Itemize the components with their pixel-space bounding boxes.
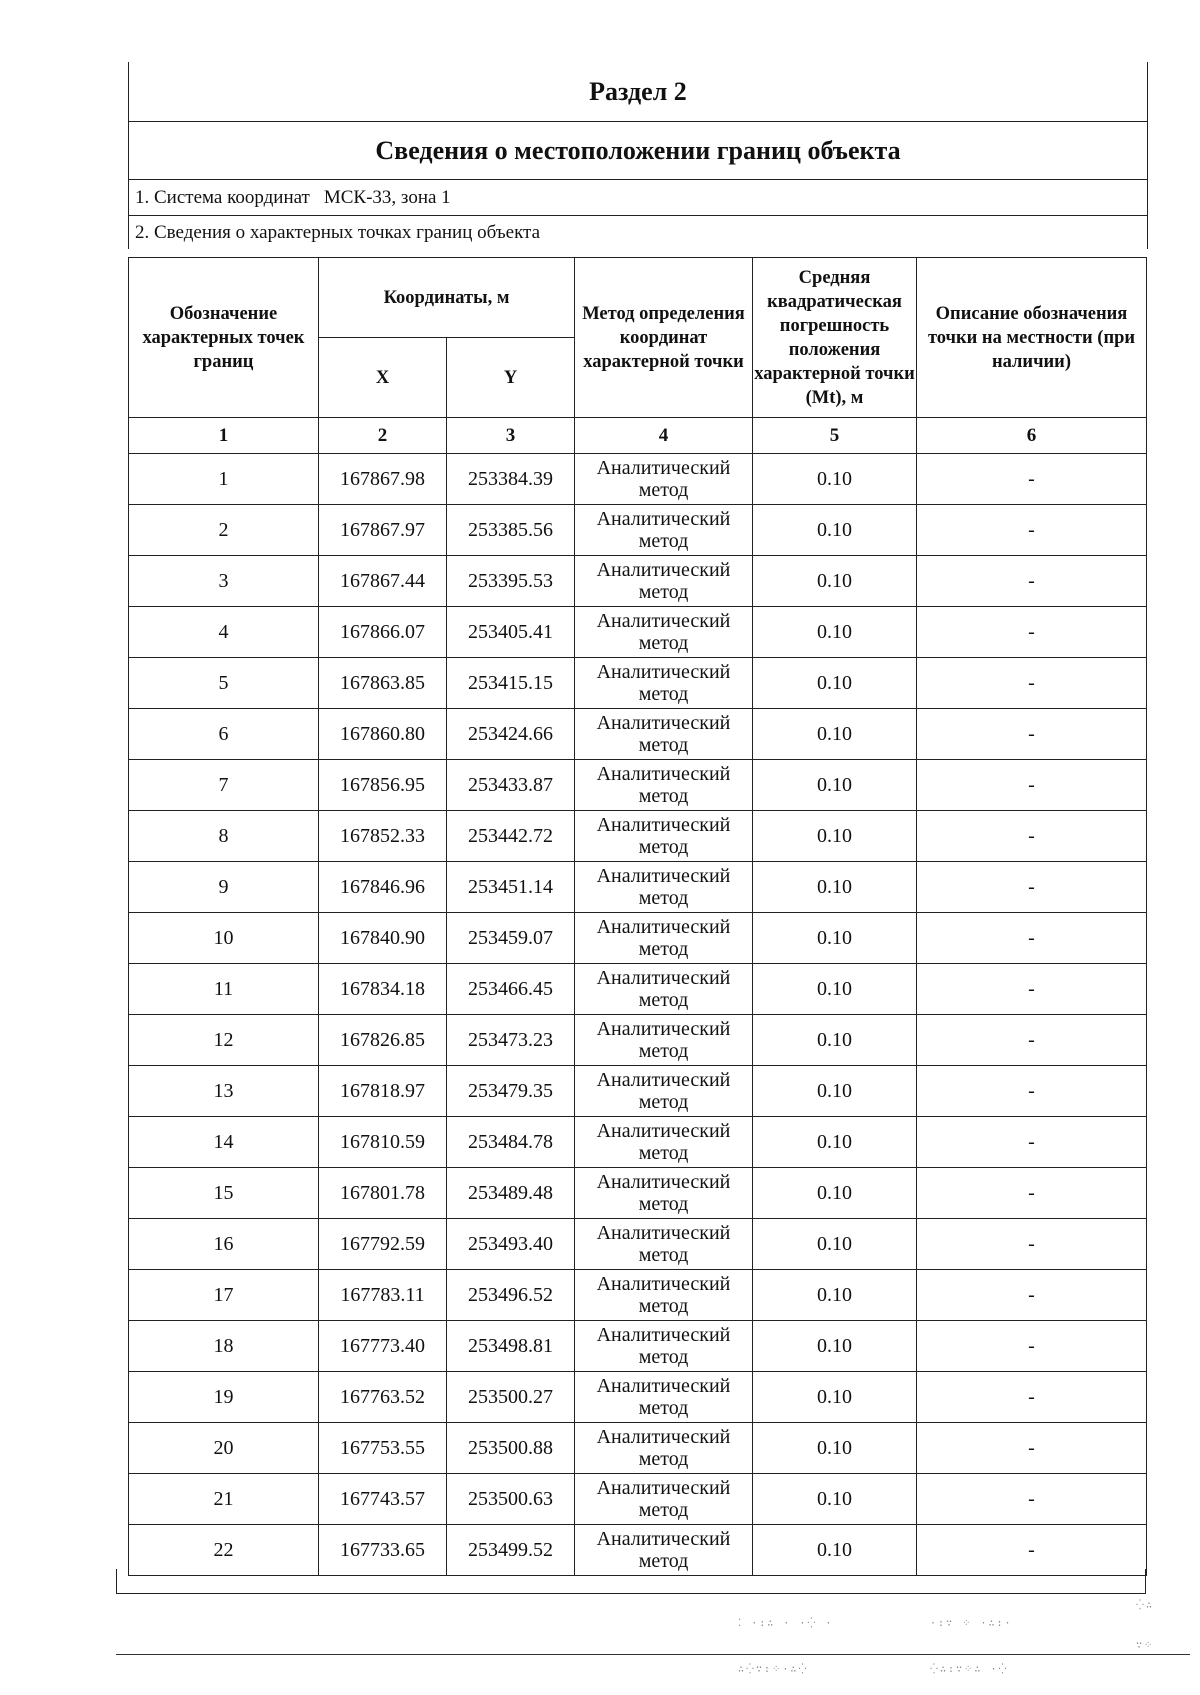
point-number-cell: 2 [129, 505, 319, 556]
coordinate-system-line [129, 180, 1147, 216]
coordinate-y-cell: 253466.45 [447, 964, 575, 1015]
scan-noise: ∵⁘ [1136, 1640, 1155, 1651]
coordinate-y-cell: 253433.87 [447, 760, 575, 811]
coordinate-y-cell: 253385.56 [447, 505, 575, 556]
point-number-cell: 19 [129, 1372, 319, 1423]
method-cell: Аналитический метод [575, 1168, 753, 1219]
point-number-cell: 4 [129, 607, 319, 658]
coordinate-x-cell: 167826.85 [319, 1015, 447, 1066]
coordinate-x-cell: 167867.97 [319, 505, 447, 556]
error-mt-cell: 0.10 [753, 607, 917, 658]
coordinate-x-cell: 167733.65 [319, 1525, 447, 1576]
point-number-cell: 15 [129, 1168, 319, 1219]
points-heading: 2. Сведения о характерных точках границ объекта [135, 221, 541, 243]
table-row [129, 760, 1147, 811]
table-row [129, 658, 1147, 709]
error-mt-cell: 0.10 [753, 454, 917, 505]
table-row [129, 1015, 1147, 1066]
error-mt-cell: 0.10 [753, 1270, 917, 1321]
section-subtitle: Сведения о местоположении границ объекта [129, 122, 1147, 180]
scan-noise: ⁛∴:∵⁘∴ ·⁛ [930, 1664, 1009, 1675]
description-cell: - [917, 709, 1147, 760]
table-row [129, 1270, 1147, 1321]
coordinate-y-cell: 253499.52 [447, 1525, 575, 1576]
error-mt-cell: 0.10 [753, 964, 917, 1015]
scan-noise: ⁛∴ [1136, 1600, 1154, 1611]
table-row [129, 607, 1147, 658]
description-cell: - [917, 1168, 1147, 1219]
description-cell: - [917, 811, 1147, 862]
point-number-cell: 7 [129, 760, 319, 811]
method-cell: Аналитический метод [575, 760, 753, 811]
method-cell: Аналитический метод [575, 505, 753, 556]
error-mt-cell: 0.10 [753, 1525, 917, 1576]
error-mt-cell: 0.10 [753, 811, 917, 862]
description-cell: - [917, 1372, 1147, 1423]
point-number-cell: 5 [129, 658, 319, 709]
table-row [129, 811, 1147, 862]
coordinate-x-cell: 167856.95 [319, 760, 447, 811]
column-number: 5 [753, 418, 917, 454]
table-row [129, 505, 1147, 556]
error-mt-cell: 0.10 [753, 1321, 917, 1372]
method-cell: Аналитический метод [575, 1321, 753, 1372]
point-number-cell: 6 [129, 709, 319, 760]
method-cell: Аналитический метод [575, 1015, 753, 1066]
method-cell: Аналитический метод [575, 709, 753, 760]
coordinate-y-cell: 253384.39 [447, 454, 575, 505]
coordinate-x-cell: 167866.07 [319, 607, 447, 658]
table-row [129, 1219, 1147, 1270]
error-mt-cell: 0.10 [753, 1168, 917, 1219]
coordinate-x-cell: 167863.85 [319, 658, 447, 709]
description-cell: - [917, 1423, 1147, 1474]
point-number-cell: 22 [129, 1525, 319, 1576]
coordinate-x-cell: 167834.18 [319, 964, 447, 1015]
method-cell: Аналитический метод [575, 1525, 753, 1576]
description-cell: - [917, 1066, 1147, 1117]
column-number: 6 [917, 418, 1147, 454]
header-description: Описание обозначения точки на местности (при наличии) [917, 258, 1147, 418]
point-number-cell: 17 [129, 1270, 319, 1321]
coordinate-y-cell: 253405.41 [447, 607, 575, 658]
description-cell: - [917, 1525, 1147, 1576]
point-number-cell: 18 [129, 1321, 319, 1372]
description-cell: - [917, 1219, 1147, 1270]
method-cell: Аналитический метод [575, 1423, 753, 1474]
method-cell: Аналитический метод [575, 1117, 753, 1168]
table-row [129, 913, 1147, 964]
coordinate-y-cell: 253498.81 [447, 1321, 575, 1372]
description-cell: - [917, 862, 1147, 913]
coordinate-y-cell: 253424.66 [447, 709, 575, 760]
coordinate-x-cell: 167810.59 [319, 1117, 447, 1168]
coordinate-y-cell: 253459.07 [447, 913, 575, 964]
point-number-cell: 13 [129, 1066, 319, 1117]
description-cell: - [917, 1270, 1147, 1321]
method-cell: Аналитический метод [575, 811, 753, 862]
table-row [129, 1066, 1147, 1117]
column-number-row [129, 418, 1147, 454]
boundary-points-table [128, 257, 1147, 1576]
table-row [129, 964, 1147, 1015]
error-mt-cell: 0.10 [753, 862, 917, 913]
point-number-cell: 3 [129, 556, 319, 607]
table-row [129, 862, 1147, 913]
coordinate-x-cell: 167867.98 [319, 454, 447, 505]
scan-noise: ∴⁛∵:⁘·∴⁛ [738, 1664, 809, 1675]
coordinate-y-cell: 253479.35 [447, 1066, 575, 1117]
table-row [129, 1525, 1147, 1576]
column-number: 3 [447, 418, 575, 454]
coordinate-y-cell: 253496.52 [447, 1270, 575, 1321]
header-error: Средняя квадратическая погрешность положения характерной точки (Mt), м [753, 258, 917, 418]
coordinate-y-cell: 253500.88 [447, 1423, 575, 1474]
error-mt-cell: 0.10 [753, 1015, 917, 1066]
error-mt-cell: 0.10 [753, 709, 917, 760]
table-footer-gap [116, 1569, 1146, 1594]
header-x: X [319, 338, 447, 418]
error-mt-cell: 0.10 [753, 1219, 917, 1270]
coordinate-x-cell: 167860.80 [319, 709, 447, 760]
coordinate-x-cell: 167743.57 [319, 1474, 447, 1525]
coordinate-y-cell: 253493.40 [447, 1219, 575, 1270]
coordinate-y-cell: 253415.15 [447, 658, 575, 709]
coordinate-y-cell: 253489.48 [447, 1168, 575, 1219]
scan-noise: ⁚ ·:∴ · ·⁛ · [738, 1618, 834, 1629]
method-cell: Аналитический метод [575, 454, 753, 505]
table-row [129, 454, 1147, 505]
coordinate-x-cell: 167801.78 [319, 1168, 447, 1219]
coordinate-y-cell: 253484.78 [447, 1117, 575, 1168]
error-mt-cell: 0.10 [753, 760, 917, 811]
description-cell: - [917, 505, 1147, 556]
point-number-cell: 1 [129, 454, 319, 505]
error-mt-cell: 0.10 [753, 505, 917, 556]
method-cell: Аналитический метод [575, 1474, 753, 1525]
coordinate-x-cell: 167840.90 [319, 913, 447, 964]
header-coordinates: Координаты, м [319, 258, 575, 338]
point-number-cell: 8 [129, 811, 319, 862]
method-cell: Аналитический метод [575, 556, 753, 607]
coordinate-system-label: 1. Система координат [135, 186, 310, 208]
point-number-cell: 14 [129, 1117, 319, 1168]
coordinate-x-cell: 167818.97 [319, 1066, 447, 1117]
method-cell: Аналитический метод [575, 1219, 753, 1270]
description-cell: - [917, 607, 1147, 658]
header-designation: Обозначение характерных точек границ [129, 258, 319, 418]
error-mt-cell: 0.10 [753, 913, 917, 964]
coordinate-y-cell: 253473.23 [447, 1015, 575, 1066]
coordinate-x-cell: 167846.96 [319, 862, 447, 913]
method-cell: Аналитический метод [575, 1066, 753, 1117]
description-cell: - [917, 913, 1147, 964]
point-number-cell: 12 [129, 1015, 319, 1066]
table-row [129, 709, 1147, 760]
method-cell: Аналитический метод [575, 913, 753, 964]
point-number-cell: 10 [129, 913, 319, 964]
column-number: 2 [319, 418, 447, 454]
method-cell: Аналитический метод [575, 658, 753, 709]
error-mt-cell: 0.10 [753, 1117, 917, 1168]
section-frame [128, 62, 1148, 249]
description-cell: - [917, 760, 1147, 811]
point-number-cell: 9 [129, 862, 319, 913]
coordinate-x-cell: 167867.44 [319, 556, 447, 607]
error-mt-cell: 0.10 [753, 1372, 917, 1423]
coordinate-x-cell: 167773.40 [319, 1321, 447, 1372]
column-number: 4 [575, 418, 753, 454]
table-row [129, 1168, 1147, 1219]
table-row [129, 1423, 1147, 1474]
description-cell: - [917, 1474, 1147, 1525]
coordinate-x-cell: 167792.59 [319, 1219, 447, 1270]
description-cell: - [917, 964, 1147, 1015]
description-cell: - [917, 1117, 1147, 1168]
description-cell: - [917, 1321, 1147, 1372]
method-cell: Аналитический метод [575, 607, 753, 658]
bottom-rule [116, 1654, 1190, 1655]
description-cell: - [917, 454, 1147, 505]
error-mt-cell: 0.10 [753, 658, 917, 709]
header-y: Y [447, 338, 575, 418]
coordinate-system-value: МСК-33, зона 1 [323, 186, 451, 208]
table-row [129, 556, 1147, 607]
coordinate-x-cell: 167753.55 [319, 1423, 447, 1474]
description-cell: - [917, 1015, 1147, 1066]
header-method: Метод определения координат характерной точки [575, 258, 753, 418]
method-cell: Аналитический метод [575, 964, 753, 1015]
table-body [129, 454, 1147, 1576]
table-row [129, 1474, 1147, 1525]
scan-noise: ·:∵ ⁘ ·∴:· [930, 1618, 1013, 1629]
point-number-cell: 11 [129, 964, 319, 1015]
table-row [129, 1117, 1147, 1168]
error-mt-cell: 0.10 [753, 1423, 917, 1474]
point-number-cell: 20 [129, 1423, 319, 1474]
description-cell: - [917, 658, 1147, 709]
column-number: 1 [129, 418, 319, 454]
error-mt-cell: 0.10 [753, 1066, 917, 1117]
coordinate-x-cell: 167763.52 [319, 1372, 447, 1423]
method-cell: Аналитический метод [575, 1372, 753, 1423]
method-cell: Аналитический метод [575, 862, 753, 913]
table-row [129, 1321, 1147, 1372]
table-row [129, 1372, 1147, 1423]
method-cell: Аналитический метод [575, 1270, 753, 1321]
coordinate-y-cell: 253500.63 [447, 1474, 575, 1525]
coordinate-x-cell: 167852.33 [319, 811, 447, 862]
description-cell: - [917, 556, 1147, 607]
error-mt-cell: 0.10 [753, 1474, 917, 1525]
point-number-cell: 16 [129, 1219, 319, 1270]
coordinate-y-cell: 253451.14 [447, 862, 575, 913]
point-number-cell: 21 [129, 1474, 319, 1525]
section-title: Раздел 2 [129, 62, 1147, 122]
error-mt-cell: 0.10 [753, 556, 917, 607]
coordinate-y-cell: 253500.27 [447, 1372, 575, 1423]
coordinate-y-cell: 253395.53 [447, 556, 575, 607]
coordinate-x-cell: 167783.11 [319, 1270, 447, 1321]
coordinate-y-cell: 253442.72 [447, 811, 575, 862]
